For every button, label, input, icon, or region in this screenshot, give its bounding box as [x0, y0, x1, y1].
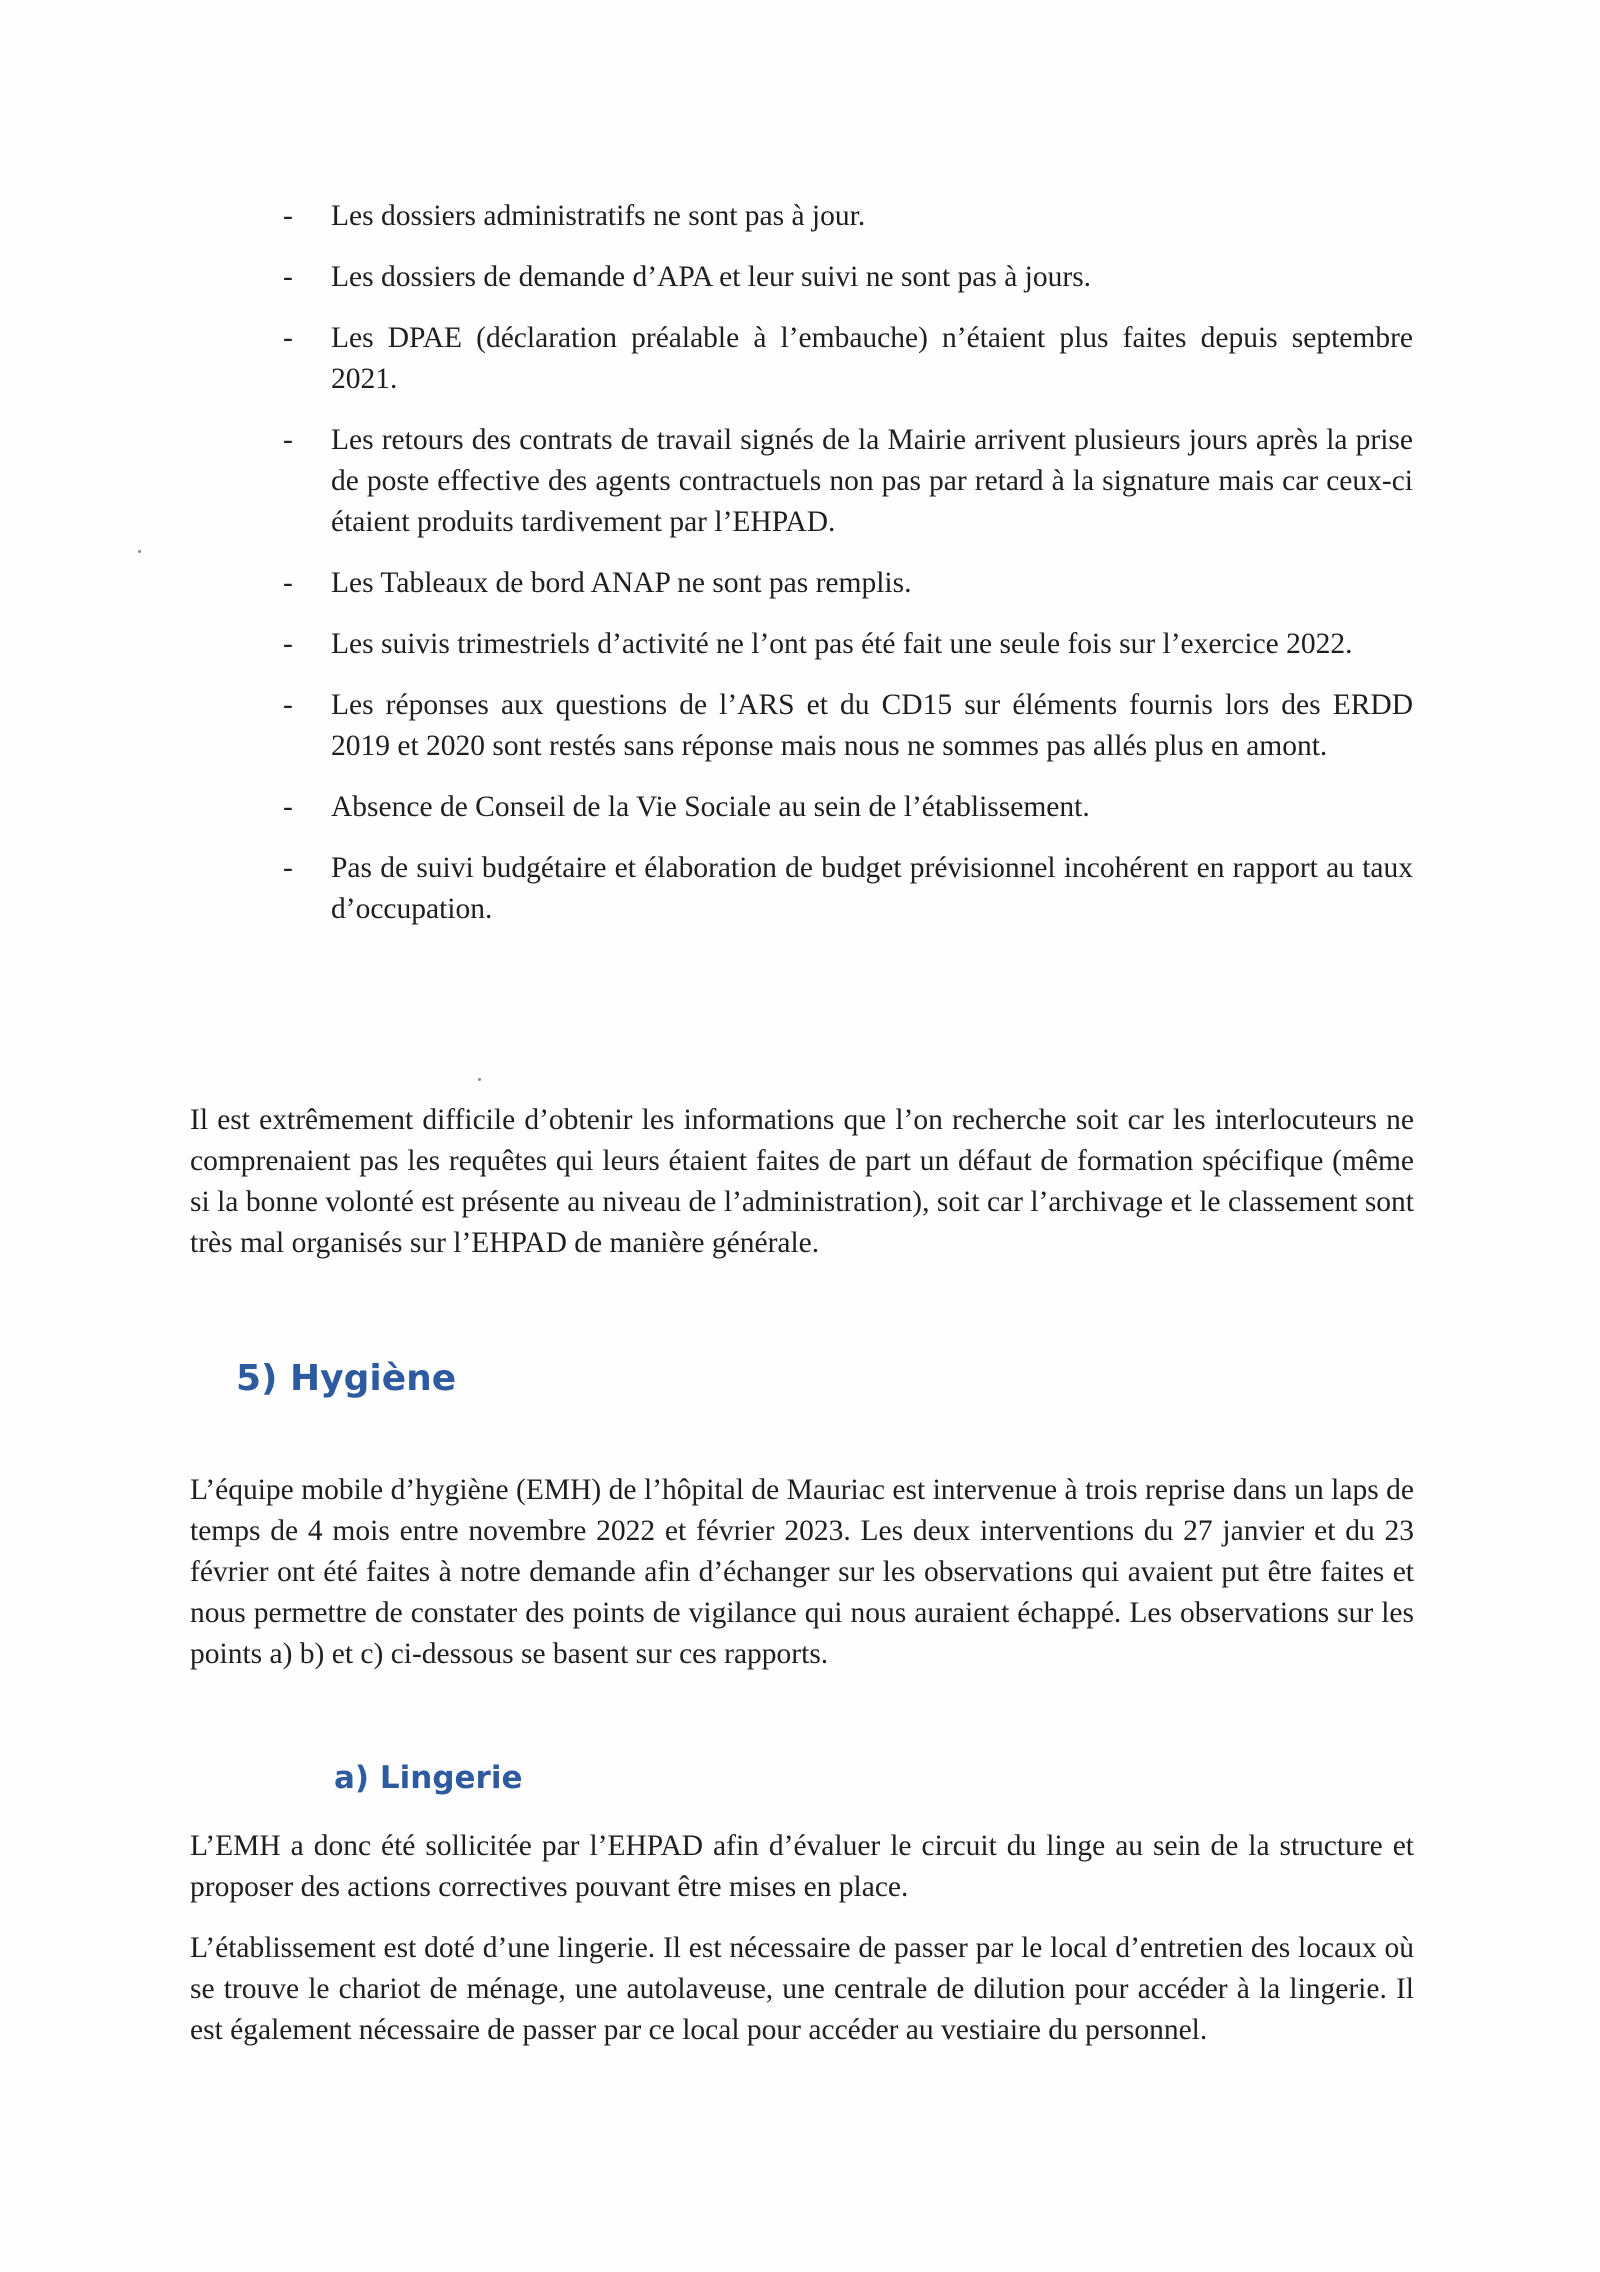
list-item-text: Les dossiers de demande d’APA et leur suivi ne sont pas à jours. — [331, 261, 1092, 293]
scan-speck — [138, 550, 141, 553]
list-item-text: Les Tableaux de bord ANAP ne sont pas remplis. — [331, 567, 912, 599]
subheading-lingerie: a) Lingerie — [334, 1760, 523, 1796]
list-item-text: Les réponses aux questions de l’ARS et du CD15 sur éléments fournis lors des ERDD 2019 et 2020 sont restés sans réponse mais nous ne sommes pas allés plus en amont. — [331, 689, 1413, 762]
bullet-dash: - — [283, 261, 293, 293]
hygiene-paragraph: L’équipe mobile d’hygiène (EMH) de l’hôpital de Mauriac est intervenue à trois reprise dans un laps de temps de 4 mois entre novembre 2022 et février 2023. Les deux interventions du 27 janvier et du 23 février ont été faites à notre demande afin d’échanger sur les observations qui avaient put être faites et nous permettre de constater des points de vigilance qui nous auraient échappé. Les observations sur les points a) b) et c) ci-dessous se basent sur ces rapports. — [190, 1474, 1414, 1670]
scan-speck — [478, 1078, 481, 1081]
list-item-text: Les retours des contrats de travail signés de la Mairie arrivent plusieurs jours après la prise de poste effective des agents contractuels non pas par retard à la signature mais car ceux-ci étaient produits tardivement par l’EHPAD. — [331, 424, 1413, 538]
section-heading-hygiene: 5) Hygiène — [236, 1358, 457, 1399]
list-item — [283, 196, 1413, 237]
bullet-dash: - — [283, 689, 293, 721]
list-item — [283, 685, 1413, 767]
deficiency-list — [283, 196, 1413, 950]
list-item — [283, 848, 1413, 930]
bullet-dash: - — [283, 628, 293, 660]
lingerie-paragraph-2: L’établissement est doté d’une lingerie. Il est nécessaire de passer par le local d’entretien des locaux où se trouve le chariot de ménage, une autolaveuse, une centrale de dilution pour accéder à la lingerie. Il est également nécessaire de passer par ce local pour accéder au vestiaire du personnel. — [190, 1932, 1414, 2046]
list-item — [283, 624, 1413, 665]
list-item-text: Absence de Conseil de la Vie Sociale au sein de l’établissement. — [331, 791, 1090, 823]
lingerie-paragraph-1: L’EMH a donc été sollicitée par l’EHPAD afin d’évaluer le circuit du linge au sein de la structure et proposer des actions correctives pouvant être mises en place. — [190, 1830, 1414, 1903]
list-item-text: Pas de suivi budgétaire et élaboration de budget prévisionnel incohérent en rapport au taux d’occupation. — [331, 852, 1413, 925]
bullet-dash: - — [283, 567, 293, 599]
bullet-dash: - — [283, 322, 293, 354]
list-item — [283, 420, 1413, 543]
admin-paragraph: Il est extrêmement difficile d’obtenir les informations que l’on recherche soit car les interlocuteurs ne comprenaient pas les requêtes qui leurs étaient faites de part un défaut de formation spécifique (même si la bonne volonté est présente au niveau de l’administration), soit car l’archivage et le classement sont très mal organisés sur l’EHPAD de manière générale. — [190, 1104, 1414, 1259]
list-item — [283, 318, 1413, 400]
bullet-dash: - — [283, 791, 293, 823]
bullet-dash: - — [283, 424, 293, 456]
bullet-dash: - — [283, 200, 293, 232]
list-item — [283, 257, 1413, 298]
list-item-text: Les DPAE (déclaration préalable à l’embauche) n’étaient plus faites depuis septembre 2021. — [331, 322, 1413, 395]
list-item-text: Les suivis trimestriels d’activité ne l’ont pas été fait une seule fois sur l’exercice 2022. — [331, 628, 1353, 660]
list-item-text: Les dossiers administratifs ne sont pas à jour. — [331, 200, 866, 232]
bullet-dash: - — [283, 852, 293, 884]
list-item — [283, 563, 1413, 604]
list-item — [283, 787, 1413, 828]
